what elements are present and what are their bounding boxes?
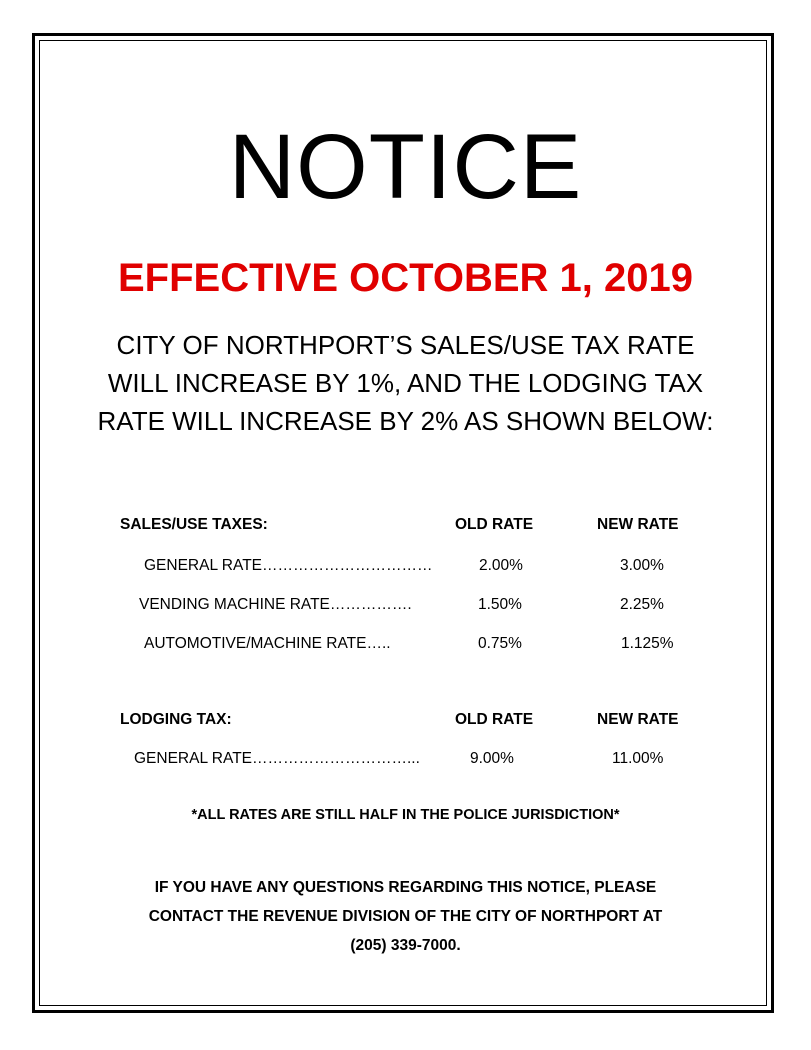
- intro-paragraph: [60, 326, 751, 440]
- table-row: [0, 632, 811, 656]
- contact-line: IF YOU HAVE ANY QUESTIONS REGARDING THIS NOTICE, PLEASE: [154, 879, 657, 896]
- contact-line: CONTACT THE REVENUE DIVISION OF THE CITY OF NORTHPORT AT: [148, 908, 663, 925]
- new-rate-header: NEW RATE: [597, 711, 679, 728]
- intro-line: RATE WILL INCREASE BY 2% AS SHOWN BELOW:: [97, 406, 714, 436]
- new-rate-header: NEW RATE: [597, 516, 679, 533]
- sales-table-header: [0, 513, 811, 537]
- new-rate-value: 3.00%: [620, 557, 664, 574]
- old-rate-value: 0.75%: [478, 635, 522, 652]
- new-rate-value: 1.125%: [621, 635, 674, 652]
- old-rate-header: OLD RATE: [455, 711, 534, 728]
- old-rate-value: 9.00%: [470, 750, 514, 767]
- table-row: [0, 593, 811, 617]
- contact-phone: (205) 339-7000.: [350, 937, 461, 954]
- rate-label: VENDING MACHINE RATE…………….: [139, 596, 412, 613]
- intro-line: WILL INCREASE BY 1%, AND THE LODGING TAX: [107, 368, 704, 398]
- table-row: [0, 747, 811, 771]
- new-rate-value: 2.25%: [620, 596, 664, 613]
- old-rate-value: 1.50%: [478, 596, 522, 613]
- notice-title: NOTICE: [228, 116, 583, 218]
- contact-paragraph: [80, 873, 731, 960]
- rate-label: GENERAL RATE…………………………...: [134, 750, 420, 767]
- new-rate-value: 11.00%: [612, 750, 664, 767]
- sales-heading: SALES/USE TAXES:: [120, 516, 268, 533]
- intro-line: CITY OF NORTHPORT’S SALES/USE TAX RATE: [116, 330, 695, 360]
- effective-date-heading: EFFECTIVE OCTOBER 1, 2019: [118, 256, 693, 300]
- rate-label: AUTOMOTIVE/MACHINE RATE…..: [144, 635, 391, 652]
- police-jurisdiction-footnote: *ALL RATES ARE STILL HALF IN THE POLICE JURISDICTION*: [191, 807, 620, 823]
- table-row: [0, 554, 811, 578]
- old-rate-value: 2.00%: [479, 557, 523, 574]
- rate-label: GENERAL RATE……………………………: [144, 557, 433, 574]
- lodging-heading: LODGING TAX:: [120, 711, 232, 728]
- old-rate-header: OLD RATE: [455, 516, 534, 533]
- lodging-table-header: [0, 708, 811, 732]
